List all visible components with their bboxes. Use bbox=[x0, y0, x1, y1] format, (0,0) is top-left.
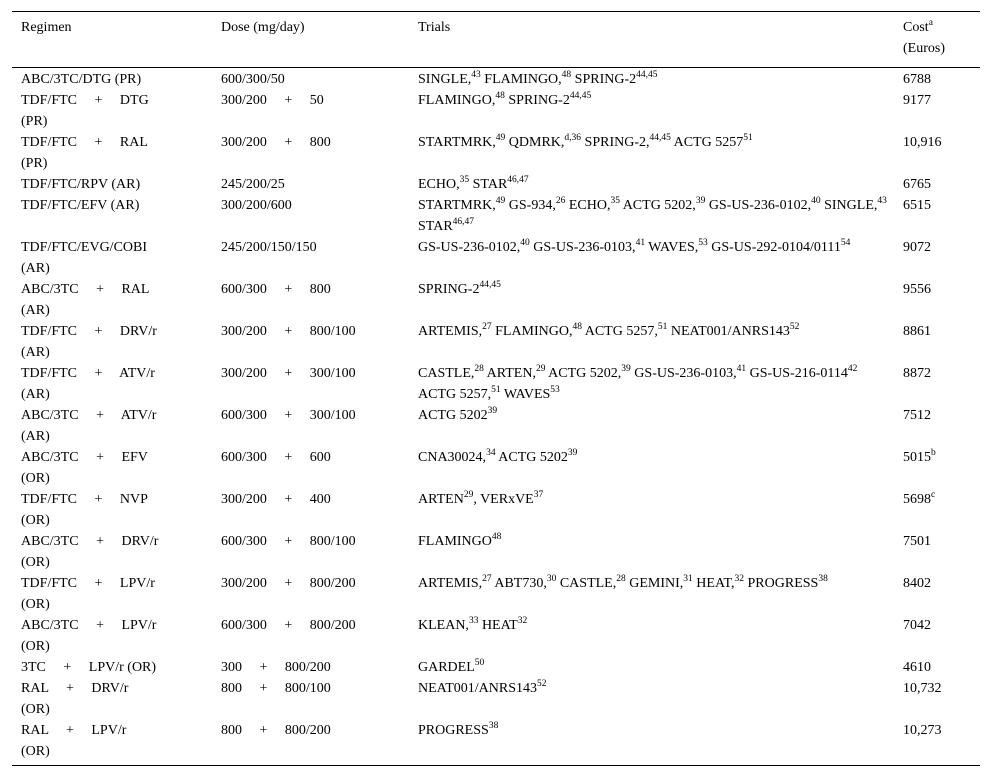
trial-name: SPRING-2 bbox=[418, 282, 480, 297]
regimen-line: ABC/3TC/DTG (PR) bbox=[21, 72, 142, 87]
dose-cell bbox=[212, 720, 409, 762]
trial-reference: 52 bbox=[537, 679, 547, 689]
regimen-line: RAL + LPV/r bbox=[21, 723, 127, 738]
trial-name: STAR bbox=[418, 219, 453, 234]
trial-name: ACTG 5257, bbox=[582, 324, 658, 339]
table-row bbox=[12, 405, 980, 447]
trials-cell bbox=[409, 615, 894, 657]
cost-value: 6515 bbox=[903, 198, 931, 213]
regimen-cell bbox=[12, 321, 212, 363]
trial-reference: 34 bbox=[486, 448, 496, 458]
trial-reference: 46,47 bbox=[507, 175, 529, 185]
regimen-line: ABC/3TC + RAL bbox=[21, 282, 150, 297]
cost-cell bbox=[894, 321, 980, 363]
cost-value: 6788 bbox=[903, 72, 931, 87]
dose-cell bbox=[212, 405, 409, 447]
trial-name: CASTLE, bbox=[556, 576, 617, 591]
trials-cell bbox=[409, 657, 894, 678]
trial-reference: 26 bbox=[555, 196, 566, 206]
cost-value: 9556 bbox=[903, 282, 931, 297]
trial-name: FLAMINGO, bbox=[491, 324, 573, 339]
cost-cell bbox=[894, 678, 980, 720]
dose-value: 300/200 + 800/100 bbox=[221, 324, 356, 339]
trial-name: GS-US-236-0103, bbox=[529, 240, 636, 255]
regimen-line: ABC/3TC + ATV/r bbox=[21, 408, 157, 423]
regimen-line: (PR) bbox=[21, 156, 48, 171]
table-header bbox=[12, 12, 980, 68]
trial-name: ACTG 5257 bbox=[670, 135, 744, 150]
trial-reference: 32 bbox=[517, 616, 528, 626]
trial-name: GS-US-236-0103, bbox=[630, 366, 737, 381]
regimen-cell bbox=[12, 279, 212, 321]
cost-value: 7042 bbox=[903, 618, 931, 633]
dose-value: 300/200 + 800 bbox=[221, 135, 331, 150]
trial-name: ABT730, bbox=[491, 576, 547, 591]
cost-value: 7512 bbox=[903, 408, 931, 423]
cost-value: 8861 bbox=[903, 324, 931, 339]
trial-name: GARDEL bbox=[418, 660, 475, 675]
trial-name: ACTG 5202 bbox=[495, 450, 568, 465]
header-regimen: Regimen bbox=[21, 20, 72, 35]
trial-reference: 52 bbox=[789, 322, 800, 332]
table-row bbox=[12, 531, 980, 573]
cost-cell bbox=[894, 489, 980, 531]
regimen-line: (PR) bbox=[21, 114, 48, 129]
trial-reference: 29 bbox=[535, 364, 546, 374]
trial-name: ARTEMIS, bbox=[418, 324, 483, 339]
trials-cell bbox=[409, 447, 894, 489]
trial-name: STAR bbox=[469, 177, 508, 192]
cost-footnote: c bbox=[931, 490, 936, 500]
trial-name: SPRING-2 bbox=[504, 93, 570, 108]
trial-reference: 49 bbox=[495, 133, 506, 143]
dose-value: 300/200 + 800/200 bbox=[221, 576, 356, 591]
regimen-cell bbox=[12, 678, 212, 720]
cost-value: 10,273 bbox=[903, 723, 942, 738]
trials-cell bbox=[409, 237, 894, 279]
regimen-line: (AR) bbox=[21, 261, 50, 276]
cost-cell bbox=[894, 195, 980, 237]
trial-name: SINGLE, bbox=[820, 198, 878, 213]
cost-cell bbox=[894, 237, 980, 279]
regimen-line: TDF/FTC/EFV (AR) bbox=[21, 198, 140, 213]
cost-cell bbox=[894, 720, 980, 762]
trial-reference: 50 bbox=[474, 658, 485, 668]
trial-reference: 44,45 bbox=[479, 280, 501, 290]
table-row bbox=[12, 573, 980, 615]
cost-cell bbox=[894, 90, 980, 132]
dose-cell bbox=[212, 363, 409, 405]
trial-name: NEAT001/ANRS143 bbox=[667, 324, 790, 339]
trial-reference: 53 bbox=[550, 385, 560, 395]
table-row bbox=[12, 237, 980, 279]
trial-reference: 41 bbox=[736, 364, 747, 374]
regimen-cell bbox=[12, 363, 212, 405]
trial-reference: 48 bbox=[561, 70, 572, 80]
regimen-line: TDF/FTC + ATV/r bbox=[21, 366, 155, 381]
table-row bbox=[12, 321, 980, 363]
cost-value: 7501 bbox=[903, 534, 931, 549]
trial-reference: 27 bbox=[482, 574, 492, 584]
cost-cell bbox=[894, 174, 980, 195]
trial-name: WAVES, bbox=[645, 240, 699, 255]
trial-name: STARTMRK, bbox=[418, 198, 496, 213]
trials-cell bbox=[409, 279, 894, 321]
regimen-cell bbox=[12, 90, 212, 132]
dose-value: 300/200 + 400 bbox=[221, 492, 331, 507]
trial-name: GS-US-216-0114 bbox=[746, 366, 848, 381]
trial-name: GS-US-236-0102, bbox=[418, 240, 521, 255]
trial-reference: 40 bbox=[811, 196, 821, 206]
dose-value: 300/200 + 300/100 bbox=[221, 366, 356, 381]
cost-cell bbox=[894, 447, 980, 489]
regimen-cell bbox=[12, 174, 212, 195]
table-row bbox=[12, 363, 980, 405]
trial-name: STARTMRK, bbox=[418, 135, 496, 150]
trial-name: QDMRK, bbox=[505, 135, 565, 150]
cost-value: 8872 bbox=[903, 366, 931, 381]
trial-reference: 28 bbox=[616, 574, 626, 584]
trial-reference: 43 bbox=[877, 196, 887, 206]
trial-name: HEAT bbox=[478, 618, 518, 633]
dose-cell bbox=[212, 489, 409, 531]
regimen-line: ABC/3TC + LPV/r bbox=[21, 618, 157, 633]
table-row bbox=[12, 615, 980, 657]
dose-cell bbox=[212, 132, 409, 174]
trial-reference: 44,45 bbox=[649, 133, 671, 143]
table-row bbox=[12, 489, 980, 531]
trial-name: FLAMINGO, bbox=[418, 93, 496, 108]
regimen-cell bbox=[12, 489, 212, 531]
dose-value: 600/300 + 800 bbox=[221, 282, 331, 297]
regimen-line: ABC/3TC + DRV/r bbox=[21, 534, 159, 549]
trials-cell bbox=[409, 363, 894, 405]
cost-cell bbox=[894, 363, 980, 405]
dose-value: 300 + 800/200 bbox=[221, 660, 331, 675]
dose-cell bbox=[212, 90, 409, 132]
dose-cell bbox=[212, 195, 409, 237]
trial-reference: 43 bbox=[471, 70, 481, 80]
table-row bbox=[12, 678, 980, 720]
trial-name: CNA30024, bbox=[418, 450, 487, 465]
trial-name: ACTG 5202 bbox=[418, 408, 488, 423]
trial-name: , VERxVE bbox=[473, 492, 534, 507]
dose-value: 600/300 + 600 bbox=[221, 450, 331, 465]
trial-reference: 40 bbox=[520, 238, 530, 248]
trial-reference: 44,45 bbox=[636, 70, 658, 80]
regimen-line: (OR) bbox=[21, 471, 50, 486]
trial-reference: 38 bbox=[818, 574, 828, 584]
trial-reference: 39 bbox=[695, 196, 706, 206]
trial-reference: 44,45 bbox=[569, 91, 592, 101]
regimen-cell bbox=[12, 237, 212, 279]
regimen-line: TDF/FTC + NVP bbox=[21, 492, 148, 507]
trial-name: ACTG 5202, bbox=[545, 366, 622, 381]
cost-cell bbox=[894, 279, 980, 321]
trial-reference: 39 bbox=[487, 406, 498, 416]
dose-cell bbox=[212, 573, 409, 615]
trials-cell bbox=[409, 405, 894, 447]
trial-reference: 38 bbox=[488, 721, 499, 731]
cost-cell bbox=[894, 657, 980, 678]
cost-value: 5698 bbox=[903, 492, 931, 507]
table-body bbox=[12, 69, 980, 765]
trial-name: ACTG 5202, bbox=[619, 198, 696, 213]
trial-reference: 51 bbox=[657, 322, 668, 332]
dose-cell bbox=[212, 657, 409, 678]
trial-reference: 39 bbox=[621, 364, 631, 374]
dose-cell bbox=[212, 678, 409, 720]
header-cost-unit: (Euros) bbox=[903, 41, 945, 56]
header-dose: Dose (mg/day) bbox=[221, 20, 305, 35]
cost-value: 10,916 bbox=[903, 135, 942, 150]
cost-value: 5015 bbox=[903, 450, 931, 465]
trial-reference: 54 bbox=[840, 238, 851, 248]
regimen-line: (OR) bbox=[21, 513, 50, 528]
trials-cell bbox=[409, 90, 894, 132]
regimen-line: (OR) bbox=[21, 744, 50, 759]
regimen-line: (AR) bbox=[21, 345, 50, 360]
trials-cell bbox=[409, 174, 894, 195]
table-row bbox=[12, 195, 980, 237]
trial-reference: 41 bbox=[635, 238, 646, 248]
trial-reference: 33 bbox=[468, 616, 479, 626]
trial-reference: 35 bbox=[610, 196, 620, 206]
regimen-line: (AR) bbox=[21, 387, 50, 402]
regimen-cell bbox=[12, 447, 212, 489]
table-row bbox=[12, 279, 980, 321]
regimen-line: TDF/FTC + DRV/r bbox=[21, 324, 157, 339]
trial-reference: 48 bbox=[572, 322, 582, 332]
regimen-cost-table bbox=[12, 11, 980, 766]
trial-reference: 46,47 bbox=[452, 217, 475, 227]
cost-value: 9177 bbox=[903, 93, 931, 108]
cost-cell bbox=[894, 531, 980, 573]
dose-cell bbox=[212, 174, 409, 195]
regimen-line: TDF/FTC/RPV (AR) bbox=[21, 177, 141, 192]
dose-cell bbox=[212, 237, 409, 279]
regimen-cell bbox=[12, 531, 212, 573]
dose-value: 600/300 + 800/100 bbox=[221, 534, 356, 549]
regimen-line: (OR) bbox=[21, 555, 50, 570]
cost-value: 9072 bbox=[903, 240, 931, 255]
dose-cell bbox=[212, 321, 409, 363]
trial-name: GS-US-236-0102, bbox=[705, 198, 812, 213]
trial-reference: 28 bbox=[474, 364, 484, 374]
trial-reference: 48 bbox=[495, 91, 505, 101]
cost-footnote: b bbox=[931, 448, 936, 458]
regimen-line: TDF/FTC + RAL bbox=[21, 135, 148, 150]
trial-reference: 48 bbox=[491, 532, 502, 542]
trial-reference: 35 bbox=[459, 175, 470, 185]
cost-value: 4610 bbox=[903, 660, 931, 675]
trial-name: PROGRESS bbox=[744, 576, 819, 591]
trials-cell bbox=[409, 531, 894, 573]
dose-value: 300/200/600 bbox=[221, 198, 292, 213]
cost-cell bbox=[894, 69, 980, 90]
trials-cell bbox=[409, 489, 894, 531]
regimen-cell bbox=[12, 405, 212, 447]
dose-cell bbox=[212, 447, 409, 489]
regimen-line: (OR) bbox=[21, 702, 50, 717]
trial-reference: 42 bbox=[847, 364, 858, 374]
trial-name: NEAT001/ANRS143 bbox=[418, 681, 538, 696]
cost-cell bbox=[894, 132, 980, 174]
regimen-line: (AR) bbox=[21, 429, 50, 444]
dose-value: 245/200/150/150 bbox=[221, 240, 317, 255]
trial-reference: 27 bbox=[482, 322, 492, 332]
trial-name: CASTLE, bbox=[418, 366, 475, 381]
trial-name: ARTEN bbox=[418, 492, 464, 507]
trial-reference: 37 bbox=[533, 490, 544, 500]
dose-value: 245/200/25 bbox=[221, 177, 285, 192]
regimen-cell bbox=[12, 195, 212, 237]
cost-cell bbox=[894, 573, 980, 615]
cost-value: 8402 bbox=[903, 576, 931, 591]
dose-cell bbox=[212, 279, 409, 321]
header-cost-label: Cost bbox=[903, 20, 929, 35]
table-row bbox=[12, 657, 980, 678]
trials-cell bbox=[409, 195, 894, 237]
trial-reference: 30 bbox=[546, 574, 557, 584]
trials-cell bbox=[409, 678, 894, 720]
trial-name: ARTEN, bbox=[483, 366, 536, 381]
trial-reference: 53 bbox=[698, 238, 708, 248]
regimen-cell bbox=[12, 69, 212, 90]
trial-reference: d,36 bbox=[564, 133, 582, 143]
trial-reference: 39 bbox=[567, 448, 578, 458]
trial-name: ECHO, bbox=[418, 177, 460, 192]
trial-reference: 29 bbox=[463, 490, 474, 500]
regimen-line: ABC/3TC + EFV bbox=[21, 450, 148, 465]
regimen-line: TDF/FTC + DTG bbox=[21, 93, 149, 108]
header-cost-footnote: a bbox=[928, 18, 933, 28]
dose-value: 600/300/50 bbox=[221, 72, 285, 87]
trial-reference: 32 bbox=[734, 574, 745, 584]
trial-name: FLAMINGO bbox=[418, 534, 492, 549]
table-row bbox=[12, 720, 980, 765]
trial-name: WAVES bbox=[500, 387, 551, 402]
regimen-line: TDF/FTC + LPV/r bbox=[21, 576, 155, 591]
regimen-line: (OR) bbox=[21, 639, 50, 654]
regimen-cell bbox=[12, 720, 212, 762]
trial-name: SPRING-2, bbox=[581, 135, 650, 150]
regimen-cell bbox=[12, 132, 212, 174]
regimen-cell bbox=[12, 573, 212, 615]
trial-reference: 31 bbox=[683, 574, 693, 584]
cost-cell bbox=[894, 405, 980, 447]
trials-cell bbox=[409, 720, 894, 762]
trial-name: ECHO, bbox=[565, 198, 611, 213]
trials-cell bbox=[409, 321, 894, 363]
dose-cell bbox=[212, 615, 409, 657]
regimen-line: (OR) bbox=[21, 597, 50, 612]
header-cost bbox=[894, 17, 980, 59]
dose-value: 800 + 800/100 bbox=[221, 681, 331, 696]
header-trials: Trials bbox=[418, 20, 451, 35]
cost-value: 10,732 bbox=[903, 681, 942, 696]
trials-cell bbox=[409, 573, 894, 615]
trial-reference: 49 bbox=[495, 196, 506, 206]
table-row bbox=[12, 132, 980, 174]
trial-name: ACTG 5257, bbox=[418, 387, 492, 402]
regimen-cell bbox=[12, 615, 212, 657]
trial-name: GS-US-292-0104/0111 bbox=[707, 240, 841, 255]
cost-cell bbox=[894, 615, 980, 657]
table-row bbox=[12, 174, 980, 195]
dose-value: 800 + 800/200 bbox=[221, 723, 331, 738]
trials-cell bbox=[409, 69, 894, 90]
table-row bbox=[12, 69, 980, 90]
dose-value: 600/300 + 800/200 bbox=[221, 618, 356, 633]
dose-cell bbox=[212, 69, 409, 90]
trials-cell bbox=[409, 132, 894, 174]
regimen-line: (AR) bbox=[21, 303, 50, 318]
dose-value: 300/200 + 50 bbox=[221, 93, 324, 108]
dose-value: 600/300 + 300/100 bbox=[221, 408, 356, 423]
dose-cell bbox=[212, 531, 409, 573]
table-row bbox=[12, 90, 980, 132]
regimen-line: 3TC + LPV/r (OR) bbox=[21, 660, 157, 675]
regimen-line: TDF/FTC/EVG/COBI bbox=[21, 240, 148, 255]
trial-reference: 51 bbox=[743, 133, 753, 143]
trial-name: FLAMINGO, bbox=[480, 72, 562, 87]
trial-name: ARTEMIS, bbox=[418, 576, 483, 591]
trial-name: PROGRESS bbox=[418, 723, 489, 738]
trial-name: GS-934, bbox=[505, 198, 556, 213]
trial-name: SPRING-2 bbox=[571, 72, 637, 87]
table-row bbox=[12, 447, 980, 489]
cost-value: 6765 bbox=[903, 177, 931, 192]
trial-name: HEAT, bbox=[692, 576, 735, 591]
trial-name: KLEAN, bbox=[418, 618, 469, 633]
trial-name: GEMINI, bbox=[625, 576, 684, 591]
trial-name: SINGLE, bbox=[418, 72, 472, 87]
trial-reference: 51 bbox=[491, 385, 501, 395]
regimen-line: RAL + DRV/r bbox=[21, 681, 129, 696]
regimen-cell bbox=[12, 657, 212, 678]
